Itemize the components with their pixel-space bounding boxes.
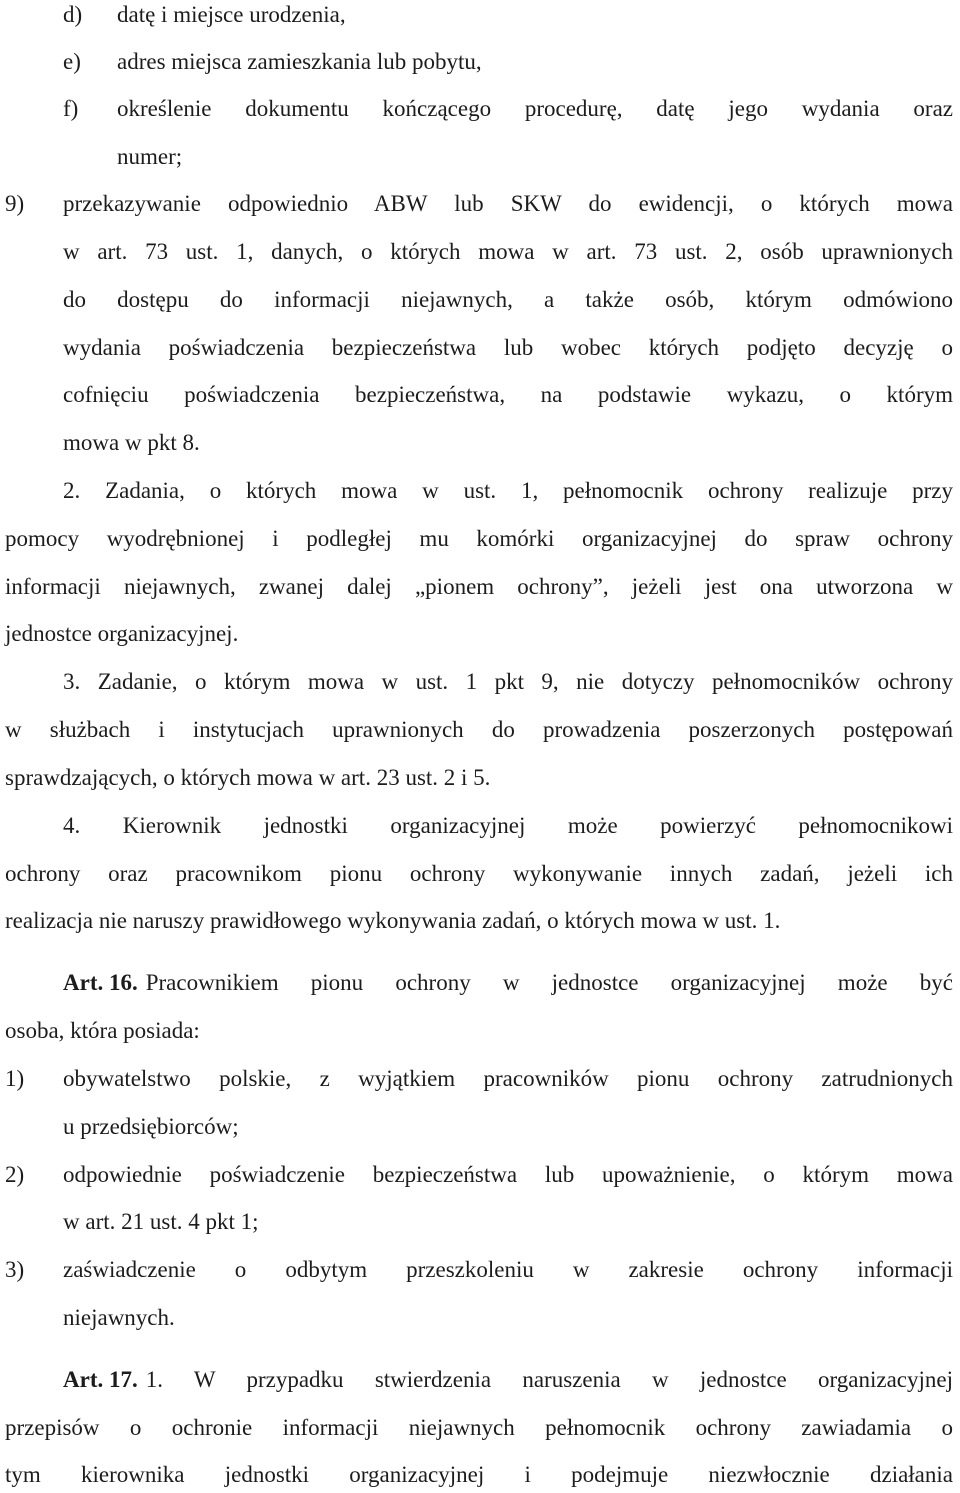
paragraph-line: 3. Zadanie, o którym mowa w ust. 1 pkt 9, nie dotyczy pełnomocników ochrony (63, 669, 953, 694)
list-marker: 1) (5, 1066, 25, 1091)
article-17-first-line (63, 1366, 953, 1394)
list-item-text: określenie dokumentu kończącego procedurę, datę jego wydania oraz (117, 96, 953, 121)
list-item-text: w art. 21 ust. 4 pkt 1; (63, 1209, 259, 1234)
paragraph-line: w służbach i instytucjach uprawnionych do prowadzenia poszerzonych postępowań (5, 717, 953, 742)
paragraph-line: Pracownikiem pionu ochrony w jednostce organizacyjnej może być (145, 970, 953, 995)
paragraph-line: 2. Zadania, o których mowa w ust. 1, pełnomocnik ochrony realizuje przy (63, 478, 953, 503)
paragraph-line: sprawdzających, o których mowa w art. 23 ust. 2 i 5. (5, 765, 491, 790)
list-item-text: niejawnych. (63, 1305, 175, 1330)
paragraph-line: informacji niejawnych, zwanej dalej „pionem ochrony”, jeżeli jest ona utworzona w (5, 574, 953, 599)
list-marker: f) (63, 96, 79, 121)
paragraph-line: tym kierownika jednostki organizacyjnej i podejmuje niezwłocznie działania (5, 1462, 953, 1487)
list-marker: 2) (5, 1162, 25, 1187)
paragraph-line: osoba, która posiada: (5, 1018, 200, 1043)
list-item-text: odpowiednie poświadczenie bezpieczeństwa lub upoważnienie, o którym mowa (63, 1162, 953, 1187)
list-marker: 9) (5, 191, 25, 216)
paragraph-line: ochrony oraz pracownikom pionu ochrony wykonywanie innych zadań, jeżeli ich (5, 861, 953, 886)
paragraph-line: do dostępu do informacji niejawnych, a także osób, którym odmówiono (63, 287, 953, 312)
paragraph-line: realizacja nie naruszy prawidłowego wykonywania zadań, o których mowa w ust. 1. (5, 908, 781, 933)
paragraph-line: przepisów o ochronie informacji niejawnych pełnomocnik ochrony zawiadamia o (5, 1415, 953, 1440)
paragraph-line: w art. 73 ust. 1, danych, o których mowa w art. 73 ust. 2, osób uprawnionych (63, 239, 953, 264)
article-heading: Art. 17. (63, 1367, 138, 1392)
paragraph-line: 4. Kierownik jednostki organizacyjnej może powierzyć pełnomocnikowi (63, 813, 953, 838)
paragraph-line: cofnięciu poświadczenia bezpieczeństwa, na podstawie wykazu, o którym (63, 382, 953, 407)
paragraph-line: mowa w pkt 8. (63, 430, 200, 455)
paragraph-line: pomocy wyodrębnionej i podległej mu komórki organizacyjnej do spraw ochrony (5, 526, 953, 551)
list-marker: d) (63, 2, 83, 27)
list-item-text: adres miejsca zamieszkania lub pobytu, (117, 49, 482, 74)
paragraph-line: przekazywanie odpowiednio ABW lub SKW do ewidencji, o których mowa (63, 191, 953, 216)
list-item-text: numer; (117, 144, 183, 169)
list-item-text: datę i miejsce urodzenia, (117, 2, 346, 27)
article-heading: Art. 16. (63, 970, 138, 995)
list-item-text: u przedsiębiorców; (63, 1114, 239, 1139)
list-item-text: obywatelstwo polskie, z wyjątkiem pracowników pionu ochrony zatrudnionych (63, 1066, 953, 1091)
list-marker: e) (63, 49, 81, 74)
paragraph-line: 1. W przypadku stwierdzenia naruszenia w jednostce organizacyjnej (145, 1367, 953, 1392)
article-16-first-line (63, 969, 953, 997)
paragraph-line: wydania poświadczenia bezpieczeństwa lub wobec których podjęto decyzję o (63, 335, 953, 360)
paragraph-line: jednostce organizacyjnej. (5, 621, 239, 646)
list-marker: 3) (5, 1257, 25, 1282)
list-item-text: zaświadczenie o odbytym przeszkoleniu w zakresie ochrony informacji (63, 1257, 953, 1282)
